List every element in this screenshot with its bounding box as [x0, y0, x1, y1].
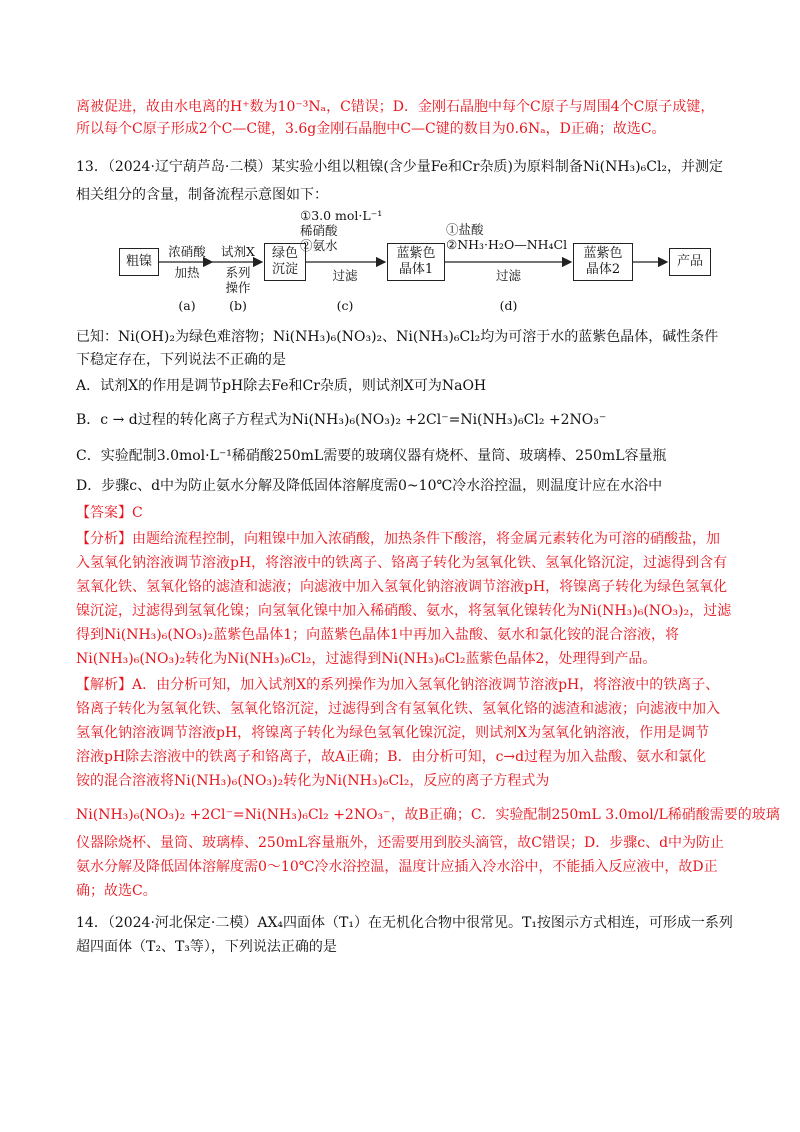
- label-step-d: (d): [499, 298, 518, 313]
- label-d-condition: 过滤: [495, 268, 521, 283]
- text-line-l6: 下稳定存在，下列说法不正确的是: [76, 352, 286, 368]
- text-line-l23: Ni(NH₃)₆(NO₃)₂ +2Cl⁻=Ni(NH₃)₆Cl₂ +2NO₃⁻，故B正确；C．实验配制250mL 3.0mol/L稀硝酸需要的玻璃: [76, 807, 780, 823]
- text-line-l9: C．实验配制3.0mol·L⁻¹稀硝酸250mL需要的玻璃仪器有烧杯、量筒、玻璃棒、250mL容量瓶: [76, 448, 667, 464]
- text-line-l15: 镍沉淀，过滤得到氢氧化镍；向氢氧化镍中加入稀硝酸、氨水，将氢氧化镍转化为Ni(NH₃)₆(NO₃)₂，过滤: [76, 603, 732, 619]
- label-a-condition: 加热: [174, 265, 200, 280]
- text-line-l24: 仪器除烧杯、量筒、玻璃棒、250mL容量瓶外，还需要用到胶头滴管，故C错误；D．步骤c、d中为防止: [76, 835, 725, 851]
- text-line-l12: 【分析】由题给流程控制，向粗镍中加入浓硝酸，加热条件下酸溶，将金属元素转化为可溶的硝酸盐，加: [76, 531, 720, 547]
- label-d-reagent: ①盐酸 ②NH₃·H₂O—NH₄Cl: [446, 222, 568, 252]
- text-line-l18: 【解析】A．由分析可知，加入试剂X的系列操作为加入氢氧化钠溶液调节溶液pH，将溶液中的铁离子、: [76, 677, 720, 693]
- text-line-l14: 氢氧化铁、氢氧化铬的滤渣和滤液；向滤液中加入氢氧化钠溶液调节溶液pH，将镍离子转化为绿色氢氧化: [76, 579, 728, 595]
- label-b-condition: 系列 操作: [225, 265, 251, 295]
- text-line-l26: 确；故选C。: [76, 883, 157, 899]
- text-line-l2: 所以每个C原子形成2个C—C键，3.6g金刚石晶胞中C—C键的数目为0.6Nₐ，D正确；故选C。: [76, 121, 666, 137]
- label-step-c: (c): [336, 298, 354, 313]
- label-a-reagent: 浓硝酸: [168, 244, 206, 259]
- text-line-l17: Ni(NH₃)₆(NO₃)₂转化为Ni(NH₃)₆Cl₂，过滤得到Ni(NH₃)₆Cl₂蓝紫色晶体2，处理得到产品。: [76, 651, 657, 667]
- text-line-l10: D．步骤c、d中为防止氨水分解及降低固体溶解度需0~10℃冷水浴控温，则温度计应在水浴中: [76, 478, 663, 494]
- label-step-b: (b): [229, 298, 247, 313]
- text-line-l22: 铵的混合溶液将Ni(NH₃)₆(NO₃)₂转化为Ni(NH₃)₆Cl₂，反应的离子方程式为: [76, 773, 550, 789]
- text-line-l7: A．试剂X的作用是调节pH除去Fe和Cr杂质，则试剂X可为NaOH: [76, 378, 487, 394]
- text-line-l5: 已知：Ni(OH)₂为绿色难溶物；Ni(NH₃)₆(NO₃)₂、Ni(NH₃)₆Cl₂均为可溶于水的蓝紫色晶体，碱性条件: [76, 329, 719, 345]
- box-product: 产品: [669, 248, 711, 276]
- text-line-l4: 相关组分的含量，制备流程示意图如下：: [76, 187, 328, 203]
- label-c-condition: 过滤: [332, 268, 358, 283]
- text-line-l3: 13．（2024·辽宁葫芦岛·二模）某实验小组以粗镍(含少量Fe和Cr杂质)为原料制备Ni(NH₃)₆Cl₂，并测定: [76, 159, 724, 175]
- text-line-l1: 离被促进，故由水电离的H⁺数为10⁻³Nₐ，C错误；D．金刚石晶胞中每个C原子与周围4个C原子成键，: [76, 99, 715, 115]
- label-b-reagent: 试剂X: [221, 244, 255, 259]
- text-line-l16: 得到Ni(NH₃)₆(NO₃)₂蓝紫色晶体1；向蓝紫色晶体1中再加入盐酸、氨水和氯化铵的混合溶液，将: [76, 627, 680, 643]
- text-line-l8: B．c → d过程的转化离子方程式为Ni(NH₃)₆(NO₃)₂ +2Cl⁻=Ni(NH₃)₆Cl₂ +2NO₃⁻: [76, 412, 607, 428]
- label-step-a: (a): [178, 298, 196, 313]
- text-line-l21: 溶液pH除去溶液中的铁离子和铬离子，故A正确；B．由分析可知，c→d过程为加入盐酸、氨水和氯化: [76, 749, 707, 765]
- text-line-l11: 【答案】C: [76, 505, 143, 521]
- text-line-l28: 超四面体（T₂、T₃等），下列说法正确的是: [76, 939, 337, 955]
- label-c-reagent: ①3.0 mol·L⁻¹ 稀硝酸 ②氨水: [300, 208, 383, 253]
- box-crude-nickel: 粗镍: [119, 248, 159, 276]
- text-line-l20: 氢氧化钠溶液调节溶液pH，将镍离子转化为绿色氢氧化镍沉淀，则试剂X为氢氧化钠溶液，作用是调节: [76, 725, 710, 741]
- text-line-l13: 入氢氧化钠溶液调节溶液pH，将溶液中的铁离子、铬离子转化为氢氧化铁、氢氧化铬沉淀，过滤得到含有: [76, 555, 728, 571]
- box-green-precipitate: 绿色 沉淀: [264, 243, 306, 281]
- text-line-l27: 14．（2024·河北保定·二模）AX₄四面体（T₁）在无机化合物中很常见。T₁按图示方式相连，可形成一系列: [76, 915, 733, 931]
- text-line-l19: 铬离子转化为氢氧化铁、氢氧化铬沉淀，过滤得到含有氢氧化铁、氢氧化铬的滤渣和滤液；向滤液中加入: [76, 701, 720, 717]
- box-crystal-1: 蓝紫色 晶体1: [387, 243, 445, 281]
- text-line-l25: 氨水分解及降低固体溶解度需0～10℃冷水浴控温，温度计应插入冷水浴中，不能插入反应液中，故D正: [76, 859, 718, 875]
- box-crystal-2: 蓝紫色 晶体2: [573, 243, 633, 281]
